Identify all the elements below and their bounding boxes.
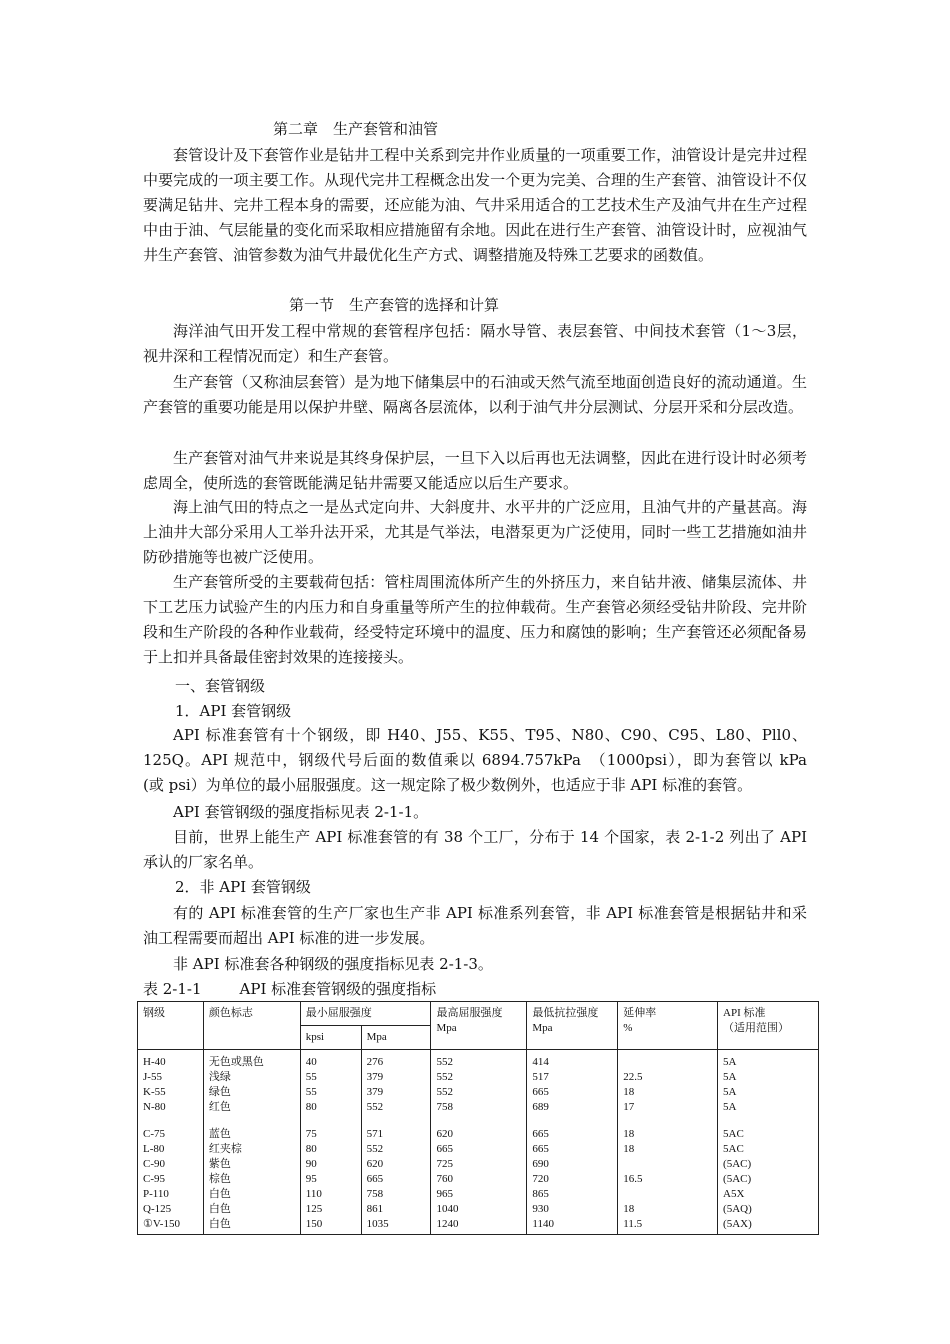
table-cell: 5A [723, 1101, 737, 1113]
table-cell: 125 [305, 1203, 323, 1215]
table-cell: 红夹棕 [208, 1143, 242, 1155]
header-color: 颜色标志 [203, 1002, 300, 1050]
table-caption [143, 979, 474, 999]
casing-grade-table [137, 1001, 819, 1235]
table-cell: 棕色 [208, 1173, 231, 1185]
header-grade: 钢级 [138, 1002, 204, 1050]
paragraph: 生产套管（又称油层套管）是为地下储集层中的石油或天然气流至地面创造良好的流动通道。生产套管的重要功能是用以保护井壁、隔离各层流体，以利于油气井分层测试、分层开采和分层改造。 [143, 373, 807, 416]
color-column [203, 1050, 300, 1235]
table-cell: 571 [366, 1128, 384, 1140]
mpa-column [361, 1050, 431, 1235]
chapter-title: 第二章 生产套管和油管 [273, 120, 439, 138]
table-cell: P-110 [143, 1188, 169, 1200]
table-cell [623, 1187, 712, 1202]
paragraph: 有的 API 标准套管的生产厂家也生产非 API 标准系列套管，非 API 标准套管是根据钻井和采油工程需要而超出 API 标准的进一步发展。 [143, 904, 807, 947]
header-max-yield-label: 最高屈服强度 [436, 1007, 503, 1019]
header-kpsi: kpsi [300, 1026, 361, 1050]
kpsi-column [300, 1050, 361, 1235]
table-cell: 665 [532, 1086, 549, 1098]
table-cell: 552 [366, 1143, 384, 1155]
table-cell: 552 [436, 1086, 453, 1098]
table-cell: 16.5 [623, 1173, 643, 1185]
table-cell: 110 [305, 1188, 322, 1200]
table-cell: 620 [436, 1128, 453, 1140]
table-cell: 5A [723, 1071, 737, 1083]
heading-casing-grade: 一、套管钢级 [175, 677, 266, 695]
header-mpa: Mpa [361, 1026, 431, 1050]
min-tensile-column [527, 1050, 618, 1235]
header-api-standard-note: （适用范围） [723, 1022, 790, 1034]
table-cell: 414 [532, 1056, 549, 1068]
table-cell [623, 1055, 712, 1070]
table-cell: 17 [623, 1101, 635, 1113]
table-cell: 690 [532, 1158, 549, 1170]
table-cell: 1240 [436, 1218, 459, 1230]
table-cell: 22.5 [623, 1071, 643, 1083]
table-cell: H-40 [143, 1056, 166, 1068]
table-cell: 552 [366, 1101, 384, 1113]
table-cell: 55 [305, 1086, 317, 1098]
table-cell: 965 [436, 1188, 453, 1200]
table-cell: 930 [532, 1203, 549, 1215]
table-cell: 552 [436, 1071, 453, 1083]
header-min-tensile-unit: Mpa [532, 1022, 553, 1034]
table-cell: 浅绿 [208, 1071, 231, 1083]
table-cell: 18 [623, 1203, 635, 1215]
grade-column [138, 1050, 204, 1235]
table-cell: 5AC [723, 1128, 744, 1140]
table-cell: C-95 [143, 1173, 165, 1185]
paragraph: 生产套管对油气井来说是其终身保护层，一旦下入以后再也无法调整，因此在进行设计时必须考虑周全，使所选的套管既能满足钻井需要又能适应以后生产要求。 [143, 449, 807, 492]
header-max-yield [431, 1002, 527, 1050]
table-row [138, 1050, 819, 1235]
table-cell: 无色或黑色 [208, 1056, 264, 1068]
table-cell: J-55 [143, 1071, 162, 1083]
table-cell: 80 [305, 1101, 317, 1113]
paragraph: API 套管钢级的强度指标见表 2-1-1。 [173, 803, 429, 821]
table-cell: 665 [436, 1143, 453, 1155]
table-cell: 90 [305, 1158, 317, 1170]
table-cell: 665 [532, 1143, 549, 1155]
paragraph: 海上油气田的特点之一是丛式定向井、大斜度井、水平井的广泛应用，且油气井的产量甚高。海上油井大部分采用人工举升法开采，尤其是气举法，电潜泵更为广泛使用，同时一些工艺措施如油井防砂措施等也被广泛使用。 [143, 498, 807, 566]
table-cell [623, 1157, 712, 1172]
header-max-yield-unit: Mpa [436, 1022, 457, 1034]
table-cell: 758 [436, 1101, 453, 1113]
header-elongation [618, 1002, 718, 1050]
table-cell: 18 [623, 1128, 635, 1140]
table-cell: 620 [366, 1158, 384, 1170]
table-cell: 150 [305, 1218, 323, 1230]
table-cell: 552 [436, 1056, 453, 1068]
table-cell: 1040 [436, 1203, 459, 1215]
paragraph: 海洋油气田开发工程中常规的套管程序包括：隔水导管、表层套管、中间技术套管（1～3层，视井深和工程情况而定）和生产套管。 [143, 322, 807, 365]
max-yield-column [431, 1050, 527, 1235]
header-min-yield: 最小屈服强度 [300, 1002, 431, 1026]
table-cell: L-80 [143, 1143, 165, 1155]
table-cell: 865 [532, 1188, 549, 1200]
header-elongation-unit: % [623, 1022, 633, 1034]
header-api-standard [718, 1002, 819, 1050]
paragraph: 目前，世界上能生产 API 标准套管的有 38 个工厂，分布于 14 个国家，表 2-1-2 列出了 API 承认的厂家名单。 [143, 828, 807, 871]
table-cell: 5AC [723, 1143, 744, 1155]
table-cell: 5A [723, 1086, 737, 1098]
heading-api-casing-grade: 1．API 套管钢级 [175, 702, 292, 720]
table-cell: (5AC) [723, 1158, 752, 1170]
table-cell: Q-125 [143, 1203, 172, 1215]
paragraph: 非 API 标准套各种钢级的强度指标见表 2-1-3。 [173, 955, 493, 973]
heading-non-api-casing-grade: 2．非 API 套管钢级 [175, 878, 311, 896]
header-min-tensile-label: 最低抗拉强度 [532, 1007, 599, 1019]
table-cell: C-75 [143, 1128, 165, 1140]
table-cell: 861 [366, 1203, 384, 1215]
table-cell: 95 [305, 1173, 317, 1185]
table-cell: 720 [532, 1173, 549, 1185]
section-title: 第一节 生产套管的选择和计算 [289, 296, 500, 314]
table-cell: ①V-150 [143, 1218, 180, 1230]
api-column [718, 1050, 819, 1235]
intro-paragraph: 套管设计及下套管作业是钻井工程中关系到完井作业质量的一项重要工作，油管设计是完井过程中要完成的一项主要工作。从现代完井工程概念出发一个更为完美、合理的生产套管、油管设计不仅要满足钻井、完井工程本身的需要，还应能为油、气井采用适合的工艺技术生产及油气井在生产过程中由于油、气层能量的变化而采取相应措施留有余地。因此在进行生产套管、油管设计时，应视油气井生产套管、油管参数为油气井最优化生产方式、调整措施及特殊工艺要求的函数值。 [143, 146, 807, 264]
table-cell: 1035 [366, 1218, 389, 1230]
table-cell: 760 [436, 1173, 453, 1185]
table-cell: 1140 [532, 1218, 554, 1230]
table-cell: 379 [366, 1071, 384, 1083]
table-cell: 75 [305, 1128, 317, 1140]
table-cell: (5AC) [723, 1173, 752, 1185]
table-cell: 紫色 [208, 1158, 231, 1170]
table-number: 表 2-1-1 [143, 980, 202, 998]
paragraph: API 标准套管有十个钢级，即 H40、J55、K55、T95、N80、C90、C95、L80、Pll0、125Q。API 规范中，钢级代号后面的数值乘以 6894.757kPa （1000psi），即为套管以 kPa (或 psi）为单位的最小屈服强度。这一规定除了极少数例外，也适应于非 API 标准的套管。 [143, 726, 823, 794]
table-cell: 白色 [208, 1218, 231, 1230]
table-cell: 40 [305, 1056, 317, 1068]
table-cell: 18 [623, 1143, 635, 1155]
table-cell: 379 [366, 1086, 384, 1098]
table-cell: 白色 [208, 1203, 231, 1215]
table-cell: 蓝色 [208, 1128, 231, 1140]
table-cell: 689 [532, 1101, 549, 1113]
table-cell: 白色 [208, 1188, 231, 1200]
header-elongation-label: 延伸率 [623, 1007, 657, 1019]
table-cell: A5X [723, 1188, 745, 1200]
table-cell: 517 [532, 1071, 549, 1083]
table-cell: 绿色 [208, 1086, 231, 1098]
table-cell: (5AX) [723, 1218, 752, 1230]
table-cell: 5A [723, 1056, 737, 1068]
table-cell: 665 [532, 1128, 549, 1140]
table-cell: 55 [305, 1071, 317, 1083]
paragraph: 生产套管所受的主要载荷包括：管柱周围流体所产生的外挤压力，来自钻井液、储集层流体、井下工艺压力试验产生的内压力和自身重量等所产生的拉伸载荷。生产套管必须经受钻井阶段、完井阶段和生产阶段的各种作业载荷，经受特定环境中的温度、压力和腐蚀的影响；生产套管还必须配备易于上扣并具备最佳密封效果的连接接头。 [143, 573, 807, 666]
table-cell: 80 [305, 1143, 317, 1155]
table-cell: 276 [366, 1056, 384, 1068]
header-api-standard-label: API 标准 [723, 1007, 766, 1019]
table-cell: N-80 [143, 1101, 166, 1113]
table-cell: 11.5 [623, 1218, 643, 1230]
table-cell: 18 [623, 1086, 635, 1098]
header-min-tensile [527, 1002, 618, 1050]
table-cell: 红色 [208, 1101, 231, 1113]
table-cell: 758 [366, 1188, 384, 1200]
table-cell: 665 [366, 1173, 384, 1185]
table-cell: C-90 [143, 1158, 165, 1170]
table-cell: K-55 [143, 1086, 166, 1098]
table-cell: (5AQ) [723, 1203, 752, 1215]
table-title: API 标准套管钢级的强度指标 [239, 980, 437, 998]
elongation-column [618, 1050, 718, 1235]
table-cell: 725 [436, 1158, 453, 1170]
